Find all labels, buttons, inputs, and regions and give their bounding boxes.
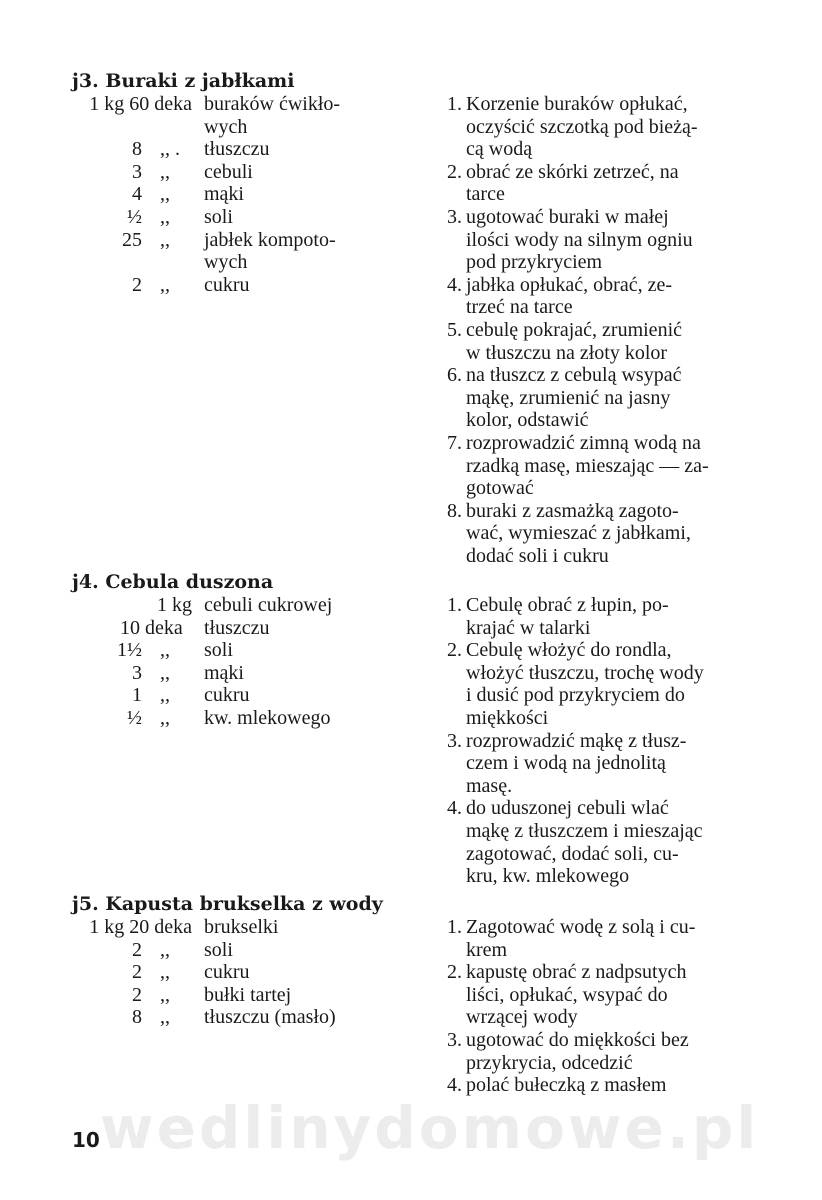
ingredient-quantity: ½ [127,205,142,228]
step-item [436,364,762,432]
step-item [436,1074,762,1097]
step-text-line: ugotować do miękkości bez [466,1028,689,1051]
recipe-title: j4. Cebula duszona [72,571,274,593]
step-text-line: dodać soli i cukru [466,544,609,567]
step-text-line: kru, kw. mlekowego [466,865,630,888]
ingredient-name: cukru [204,961,250,984]
ingredient-row [72,138,382,161]
step-text-line: cebulę pokrajać, zrumienić [466,318,682,341]
ingredient-continuation: wych [204,251,248,274]
ingredient-ditto-mark: ,, [160,706,170,729]
step-text-line: ugotować buraki w małej [466,205,669,228]
step-text-line: cą wodą [466,138,533,161]
ingredient-quantity: 1 kg 20 deka [89,916,192,938]
step-text-line: ilości wody na silnym ogniu [466,228,693,251]
step-item [436,161,762,206]
ingredient-quantity: 2 [132,961,142,984]
step-item [436,206,762,274]
step-number: 6. [447,364,462,387]
page-number: 10 [72,1128,100,1152]
ingredient-ditto-mark: ,, [160,639,170,662]
ingredient-row [72,639,382,662]
step-item [436,797,762,887]
step-text-line: i dusić pod przykryciem do [466,684,685,707]
ingredient-quantity: 2 [132,938,142,961]
ingredient-quantity: 10 deka [120,616,183,639]
step-item [436,93,762,161]
ingredient-name: buraków ćwikło- [204,93,341,115]
step-text-line: wać, wymieszać z jabłkami, [466,522,691,545]
ingredient-name: tłuszczu [204,138,270,161]
step-number: 2. [447,961,462,984]
step-item [436,274,762,319]
step-item [436,432,762,500]
ingredient-name: cebuli cukrowej [204,594,333,616]
step-text-line: czem i wodą na jednolitą [466,752,666,775]
ingredient-row [72,939,382,962]
ingredient-name: bułki tartej [204,983,292,1006]
ingredient-ditto-mark: ,, [160,228,170,251]
ingredient-name: cukru [204,273,250,296]
ingredient-ditto-mark: ,, [160,273,170,296]
step-text-line: liści, opłukać, wsypać do [466,983,668,1006]
ingredient-quantity: 8 [132,1006,142,1029]
ingredient-ditto-mark: ,, [160,183,170,206]
step-list [436,916,762,1097]
step-text-line: mąkę, zrumienić na jasny [466,386,671,409]
step-text-line: zagotować, dodać soli, cu- [466,842,679,865]
step-text-line: mąkę z tłuszczem i mieszając [466,819,703,842]
ingredient-name: jabłek kompoto- [204,228,336,251]
ingredient-continuation: wych [204,115,248,138]
ingredient-name: soli [204,938,233,961]
step-item [436,639,762,729]
ingredient-row [72,206,382,229]
ingredient-row [72,961,382,984]
step-number: 4. [447,797,462,820]
watermark: wedlinydomowe.pl [100,1094,760,1162]
step-text-line: do uduszonej cebuli wlać [466,797,669,820]
ingredient-name: tłuszczu [204,616,270,639]
ingredient-name: mąki [204,661,244,684]
ingredient-ditto-mark: ,, [160,938,170,961]
ingredient-row [72,229,382,252]
ingredient-quantity: 2 [132,273,142,296]
ingredient-row [72,684,382,707]
step-text-line: tarce [466,183,505,206]
step-text-line: oczyścić szczotką pod bieżą- [466,115,698,138]
step-number: 1. [447,916,462,938]
ingredient-ditto-mark: ,, [160,661,170,684]
step-number: 1. [447,594,462,616]
step-text-line: pod przykryciem [466,251,603,274]
ingredient-ditto-mark: ,, [160,961,170,984]
step-number: 2. [447,639,462,662]
step-text-line: jabłka opłukać, obrać, ze- [466,273,673,296]
step-text-line: włożyć tłuszczu, trochę wody [466,661,704,684]
step-text-line: miękkości [466,706,549,729]
ingredient-row [72,161,382,184]
ingredient-quantity: 3 [132,160,142,183]
step-item [436,319,762,364]
ingredient-row [72,916,382,939]
ingredient-quantity: 4 [132,183,142,206]
ingredient-name: soli [204,205,233,228]
step-text-line: Cebulę włożyć do rondla, [466,639,672,662]
step-text-line: krem [466,938,508,961]
ingredient-quantity: 2 [132,983,142,1006]
ingredient-quantity: 3 [132,661,142,684]
step-text-line: buraki z zasmażką zagoto- [466,499,679,522]
ingredient-row [72,662,382,685]
step-text-line: obrać ze skórki zetrzeć, na [466,160,679,183]
step-number: 7. [447,431,462,454]
ingredient-list [72,916,382,1029]
ingredient-quantity: 8 [132,138,142,161]
step-text-line: w tłuszczu na złoty kolor [466,341,668,364]
ingredient-quantity: 1½ [117,639,142,662]
step-list [436,93,762,567]
step-number: 3. [447,729,462,752]
ingredient-ditto-mark: ,, [160,160,170,183]
step-item [436,500,762,568]
step-number: 1. [447,93,462,115]
ingredient-quantity: 1 [132,684,142,707]
ingredient-row [72,984,382,1007]
step-item [436,730,762,798]
ingredient-quantity: 25 [122,228,142,251]
ingredient-row [72,617,382,640]
step-list [436,594,762,888]
step-text-line: Korzenie buraków opłukać, [466,93,688,115]
step-text-line: trzeć na tarce [466,296,573,319]
step-item [436,594,762,639]
ingredient-ditto-mark: ,, [160,983,170,1006]
ingredient-name: mąki [204,183,244,206]
step-text-line: wrzącej wody [466,1006,578,1029]
step-text-line: Cebulę obrać z łupin, po- [466,594,669,616]
ingredient-row [72,594,382,617]
ingredient-quantity: 1 kg [157,594,192,616]
ingredient-row [72,707,382,730]
ingredient-name: cukru [204,684,250,707]
step-text-line: gotować [466,477,534,500]
ingredient-row [72,93,382,116]
step-text-line: masę. [466,774,513,797]
step-text-line: kolor, odstawić [466,409,589,432]
recipe-title: j5. Kapusta brukselka z wody [72,893,383,915]
step-number: 5. [447,318,462,341]
ingredient-row [72,1006,382,1029]
step-number: 3. [447,205,462,228]
step-number: 8. [447,499,462,522]
ingredient-ditto-mark: ,, . [160,138,180,161]
step-text-line: kapustę obrać z nadpsutych [466,961,687,984]
step-text-line: krajać w talarki [466,616,591,639]
ingredient-quantity: ½ [127,706,142,729]
ingredient-name: soli [204,639,233,662]
step-number: 3. [447,1028,462,1051]
step-text-line: na tłuszcz z cebulą wsypać [466,364,682,387]
ingredient-name: cebuli [204,160,253,183]
step-number: 2. [447,160,462,183]
ingredient-name: brukselki [204,916,279,938]
ingredient-row [72,274,382,297]
step-number: 4. [447,273,462,296]
step-text-line: polać bułeczką z masłem [466,1074,667,1097]
ingredient-list [72,93,382,296]
step-text-line: przykrycia, odcedzić [466,1051,633,1074]
ingredient-ditto-mark: ,, [160,1006,170,1029]
recipe-title: j3. Buraki z jabłkami [72,70,295,92]
ingredient-ditto-mark: ,, [160,205,170,228]
step-text-line: rozprowadzić zimną wodą na [466,431,701,454]
step-item [436,916,762,961]
step-item [436,961,762,1029]
ingredient-ditto-mark: ,, [160,684,170,707]
step-text-line: rzadką masę, mieszając — za- [466,454,709,477]
ingredient-name: kw. mlekowego [204,706,331,729]
step-text-line: Zagotować wodę z solą i cu- [466,916,696,938]
step-text-line: rozprowadzić mąkę z tłusz- [466,729,687,752]
ingredient-name: tłuszczu (masło) [204,1006,336,1029]
step-item [436,1029,762,1074]
ingredient-quantity: 1 kg 60 deka [89,93,192,115]
step-number: 4. [447,1074,462,1097]
ingredient-row [72,183,382,206]
ingredient-list [72,594,382,730]
